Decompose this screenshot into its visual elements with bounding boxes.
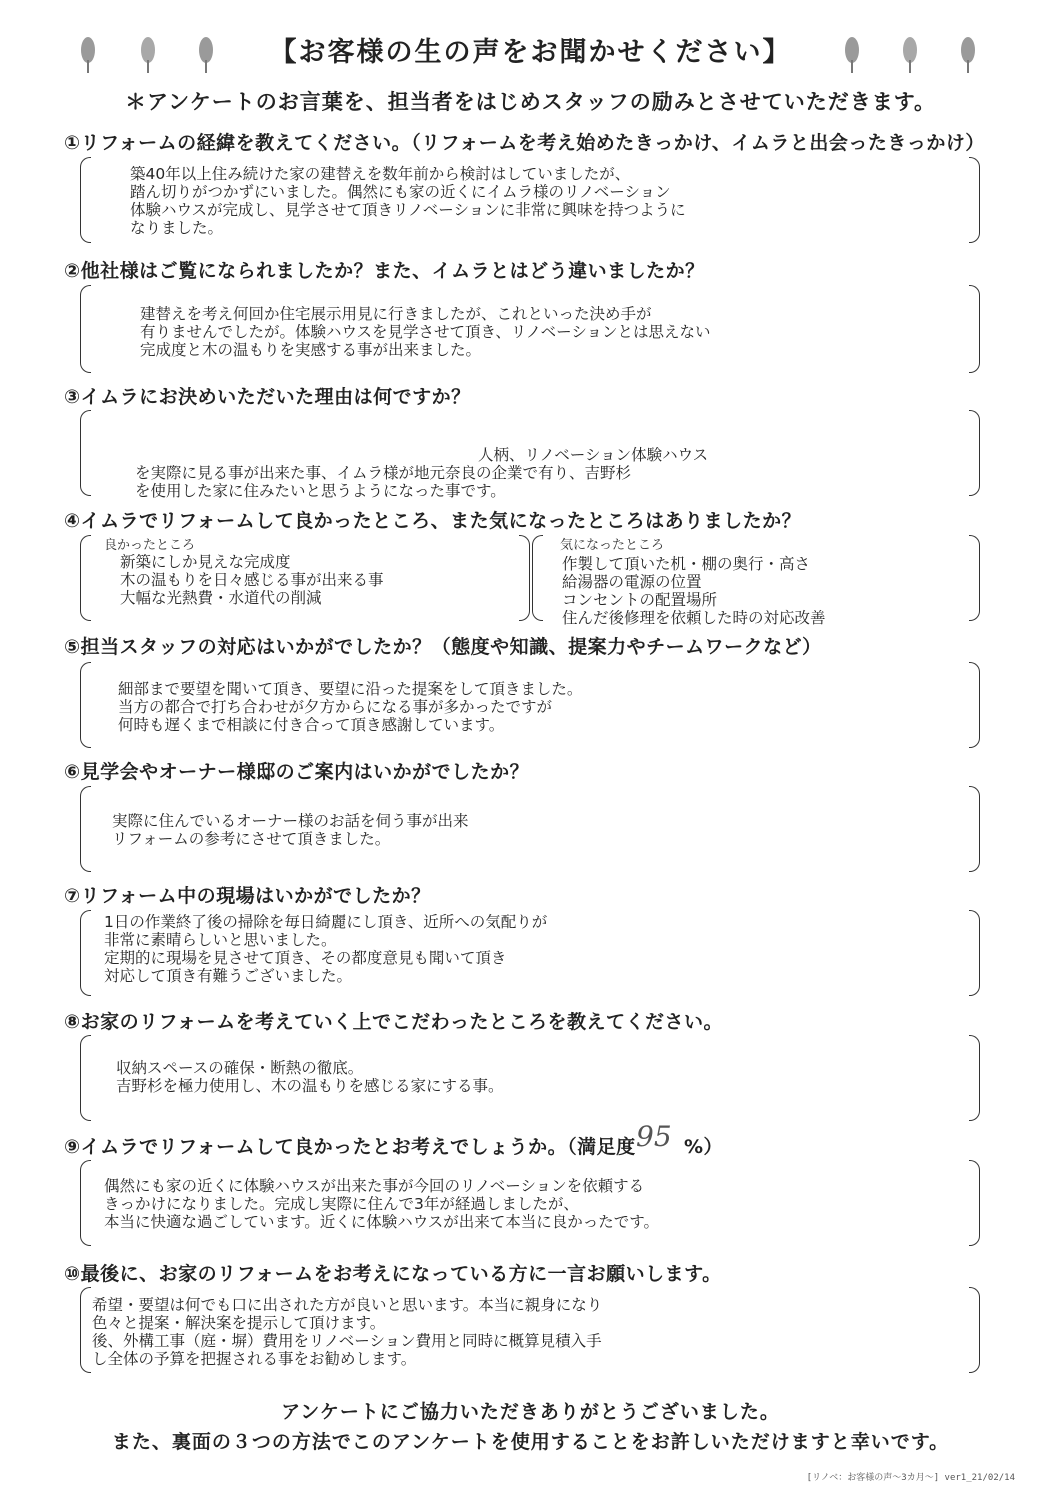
answer-10-text: 希望・要望は何でも口に出された方が良いと思います。本当に親身になり 色々と提案・解決案を提示して頂けます。 後、外構工事（庭・塀）費用をリノベーション費用と同時に概算見積入手 し全体の予算を把握される事をお勧めします。	[92, 1296, 603, 1368]
answer-8-text: 収納スペースの確保・断熱の徹底。 吉野杉を極力使用し、木の温もりを感じる家にする事。	[116, 1059, 504, 1095]
page-subtitle: ＊アンケートのお言葉を、担当者をはじめスタッフの励みとさせていただきます。	[124, 90, 937, 114]
answer-7-text: 1日の作業終了後の掃除を毎日綺麗にし頂き、近所への気配りが 非常に素晴らしいと思いました。 定期的に現場を見させて頂き、その都度意見も聞いて頂き 対応して頂き有難うございました。	[104, 913, 548, 985]
question-5-label: ⑤担当スタッフの対応はいかがでしたか？（態度や知識、提案力やチームワークなど）	[64, 636, 822, 658]
question-2-label: ②他社様はご覧になられましたか？また、イムラとはどう違いましたか？	[64, 260, 705, 282]
concern-points-label: 気になったところ	[560, 538, 665, 553]
concern-points-text: 作製して頂いた机・棚の奥行・高さ 給湯器の電源の位置 コンセントの配置場所 住んだ後修理を依頼した時の対応改善	[562, 555, 826, 627]
good-points-label: 良かったところ	[104, 538, 196, 553]
good-points-text: 新築にしか見えな完成度 木の温もりを日々感じる事が出来る事 大幅な光熱費・水道代の削減	[120, 553, 384, 607]
answer-6-text: 実際に住んでいるオーナー様のお話を伺う事が出来 リフォームの参考にさせて頂きました。	[112, 812, 469, 848]
question-10-label: ⑩最後に、お家のリフォームをお考えになっている方に一言お願いします。	[64, 1263, 722, 1285]
satisfaction-value: 95	[636, 1120, 672, 1153]
question-1-label: ①リフォームの経緯を教えてください。（リフォームを考え始めたきっかけ、イムラと出会ったきっかけ）	[64, 132, 985, 154]
question-7-label: ⑦リフォーム中の現場はいかがでしたか？	[64, 885, 431, 907]
question-6-label: ⑥見学会やオーナー様邸のご案内はいかがでしたか？	[64, 761, 530, 783]
answer-5-text: 細部まで要望を聞いて頂き、要望に沿った提案をして頂きました。 当方の都合で打ち合わせが夕方からになる事が多かったですが 何時も遅くまで相談に付き合って頂き感謝しています。	[118, 680, 583, 734]
version-label: [リノベ：お客様の声～3カ月～] ver1_21/02/14	[806, 1473, 1015, 1483]
question-4-label: ④イムラでリフォームして良かったところ、また気になったところはありましたか？	[64, 510, 802, 532]
satisfaction-unit: %）	[684, 1136, 724, 1158]
thank-you-message: アンケートにご協力いただきありがとうございました。	[281, 1401, 780, 1423]
answer-1-text: 築40年以上住み続けた家の建替えを数年前から検討はしていましたが、 踏ん切りがつかずにいました。偶然にも家の近くにイムラ様のリノベーション 体験ハウスが完成し、見学させて頂きリノベーションに非常に興味を持つように なりました。	[130, 165, 686, 237]
answer-3-insert: 人柄、リノベーション体験ハウス	[478, 446, 709, 464]
answer-2-text: 建替えを考え何回か住宅展示用見に行きましたが、これといった決め手が 有りませんでしたが。体験ハウスを見学させて頂き、リノベーションとは思えない 完成度と木の温もりを実感する事が出来ました。	[140, 305, 711, 359]
question-9-label: ⑨イムラでリフォームして良かったとお考えでしょうか。（満足度	[64, 1136, 636, 1158]
question-3-label: ③イムラにお決めいただいた理由は何ですか？	[64, 386, 471, 408]
answer-9-text: 偶然にも家の近くに体験ハウスが出来た事が今回のリノベーションを依頼する きっかけになりました。完成し実際に住んで3年が経過しましたが、 本当に快適な過ごしています。近くに体験ハウスが出来て本当に良かったです。	[104, 1177, 660, 1231]
answer-3-text: を実際に見る事が出来た事、イムラ様が地元奈良の企業で有り、吉野杉 を使用した家に住みたいと思うようになった事です。	[135, 464, 632, 500]
permission-message: また、裏面の３つの方法でこのアンケートを使用することをお許しいただけますと幸いです。	[111, 1431, 950, 1453]
question-8-label: ⑧お家のリフォームを考えていく上でこだわったところを教えてください。	[64, 1011, 723, 1033]
page-title: 【お客様の生の声をお聞かせください】	[269, 37, 792, 68]
